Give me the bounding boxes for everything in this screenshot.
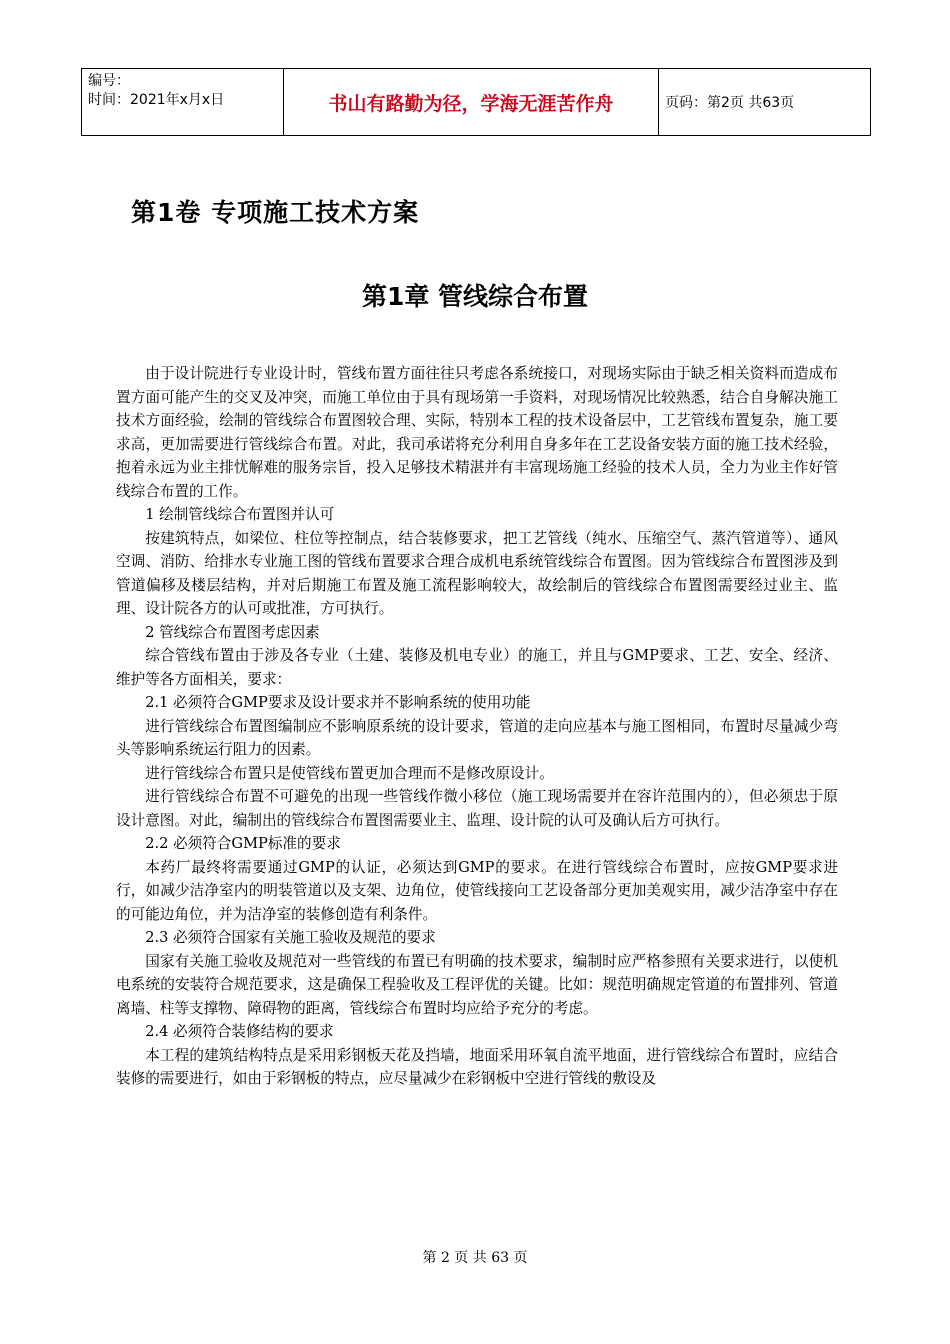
section-heading: 2 管线综合布置图考虑因素 [145,623,320,641]
date-label: 时间：2021年x月x日 [88,92,225,108]
paragraph: 进行管线综合布置不可避免的出现一些管线作微小移位（施工现场需要并在容许范围内的），但必须忠于原设计意图。对此，编制出的管线综合布置图需要业主、监理、设计院的认可及确认后方可执行。 [116,788,838,829]
motto: 书山有路勤为径，学海无涯苦作舟 [284,69,659,135]
paragraph: 进行管线综合布置只是使管线布置更加合理而不是修改原设计。 [145,764,554,782]
header-left-cell [82,69,284,135]
paragraph: 进行管线综合布置图编制应不影响原系统的设计要求，管道的走向应基本与施工图相同，布置时尽量减少弯头等影响系统运行阻力的因素。 [116,717,838,758]
section-heading: 2.3 必须符合国家有关施工验收及规范的要求 [145,929,436,946]
paragraph: 由于设计院进行专业设计时，管线布置方面往往只考虑各系统接口，对现场实际由于缺乏相关资料而造成布置方面可能产生的交叉及冲突，而施工单位由于具有现场第一手资料，对现场情况比较熟悉，结合自身解决施工技术方面经验，绘制的管线综合布置图较合理、实际，特别本工程的技术设备层中，工艺管线布置复杂，施工要求高，更加需要进行管线综合布置。对此，我司承诺将充分利用自身多年在工艺设备安装方面的施工技术经验，抱着永远为业主排忧解难的服务宗旨，投入足够技术精湛并有丰富现场施工经验的技术人员，全力为业主作好管线综合布置的工作。 [116,365,838,500]
number-label: 编号： [88,73,130,89]
section-heading: 2.2 必须符合GMP标准的要求 [145,835,341,852]
header-table [81,68,871,136]
body-content [116,362,838,1091]
paragraph: 国家有关施工验收及规范对一些管线的布置已有明确的技术要求，编制时应严格参照有关要求进行，以使机电系统的安装符合规范要求，这是确保工程验收及工程评优的关键。比如：规范明确规定管道的布置排列、管道离墙、柱等支撑物、障碍物的距离，管线综合布置时均应给予充分的考虑。 [116,952,838,1017]
section-heading: 2.1 必须符合GMP要求及设计要求并不影响系统的使用功能 [145,694,531,711]
paragraph: 按建筑特点，如梁位、柱位等控制点，结合装修要求，把工艺管线（纯水、压缩空气、蒸汽管道等）、通风空调、消防、给排水专业施工图的管线布置要求合理合成机电系统管线综合布置图。因为管线综合布置图涉及到管道偏移及楼层结构，并对后期施工布置及施工流程影响较大，故绘制后的管线综合布置图需要经过业主、监理、设计院各方的认可或批准，方可执行。 [116,529,838,617]
page-footer: 第 2 页 共 63 页 [422,1250,528,1266]
section-heading: 1 绘制管线综合布置图并认可 [145,506,335,523]
chapter-title: 第1章 管线综合布置 [361,282,589,311]
volume-title: 第1卷 专项施工技术方案 [131,198,420,227]
paragraph: 综合管线布置由于涉及各专业（土建、装修及机电专业）的施工，并且与GMP要求、工艺、安全、经济、维护等各方面相关，要求： [116,647,838,688]
paragraph: 本药厂最终将需要通过GMP的认证，必须达到GMP的要求。在进行管线综合布置时，应按GMP要求进行，如减少洁净室内的明装管道以及支架、边角位，使管线接向工艺设备部分更加美观实用，减少洁净室中存在的可能边角位，并为洁净室的装修创造有利条件。 [116,858,838,923]
section-heading: 2.4 必须符合装修结构的要求 [145,1023,334,1040]
page-label: 页码：第2页 共63页 [665,95,795,111]
paragraph: 本工程的建筑结构特点是采用彩钢板天花及挡墙，地面采用环氧自流平地面，进行管线综合布置时，应结合装修的需要进行，如由于彩钢板的特点，应尽量减少在彩钢板中空进行管线的敷设及 [116,1046,838,1087]
